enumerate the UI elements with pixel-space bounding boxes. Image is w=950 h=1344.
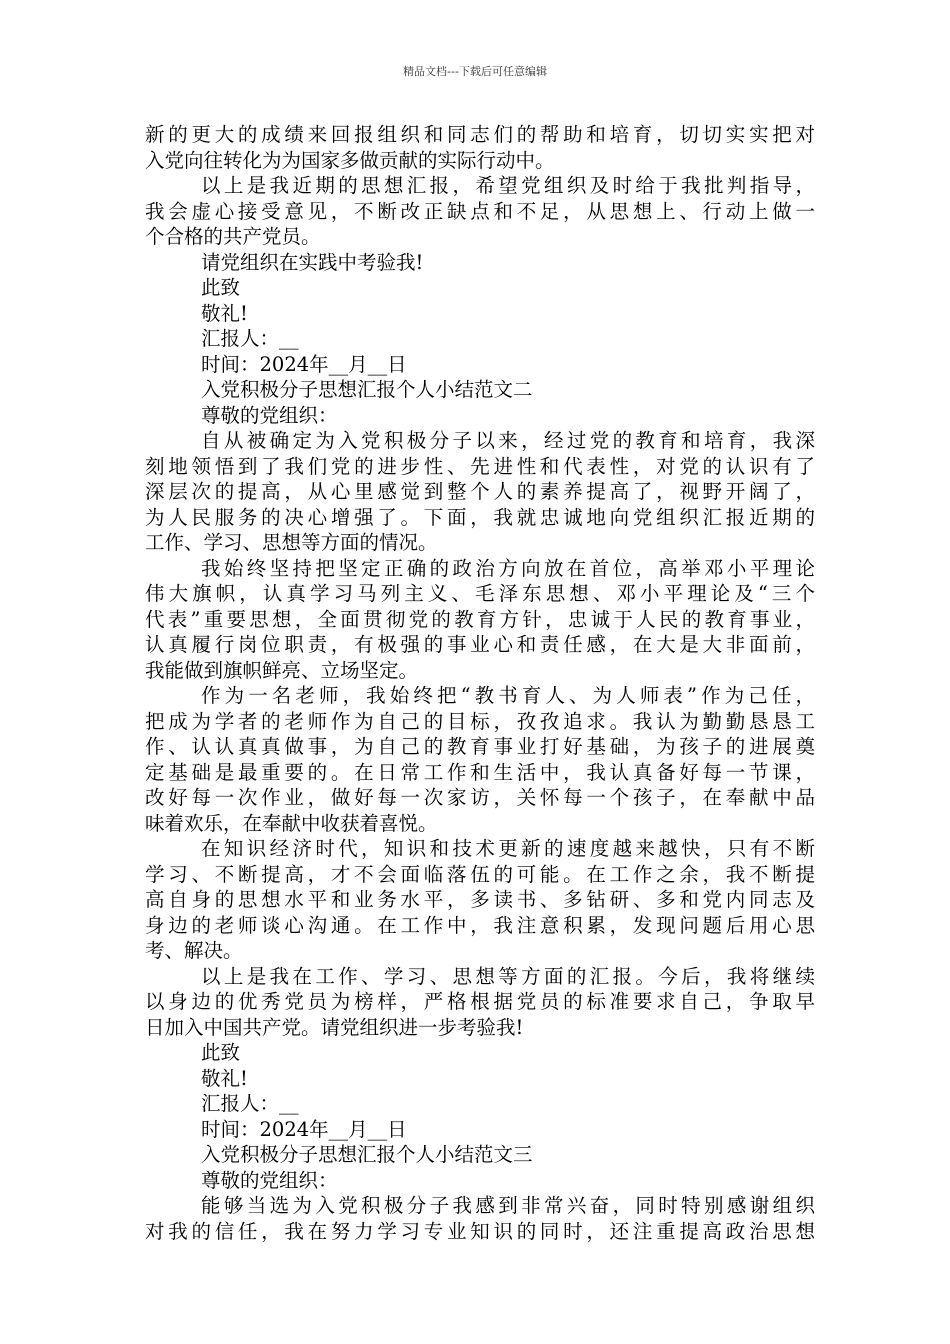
text-line: 把成为学者的老师作为自己的目标，孜孜追求。我认为勤勤恳恳工 [145, 709, 815, 733]
text-line: 尊敬的党组织： [201, 1168, 338, 1192]
document-body [145, 122, 815, 1244]
text-line: 自从被确定为入党积极分子以来，经过党的教育和培育，我深 [201, 429, 815, 452]
text-line: 尊敬的党组织： [201, 403, 338, 427]
text-line: 身边的老师谈心沟通。在工作中，我注意积累，发现问题后用心思 [145, 913, 815, 937]
page-header: 精品文档---下载后可任意编辑 [403, 65, 547, 78]
text-line: 以身边的优秀党员为榜样，严格根据党员的标准要求自己，争取早 [145, 990, 815, 1013]
text-line: 时间：2024年__月__日 [201, 352, 407, 376]
text-line: 改好每一次作业，做好每一次家访，关怀每一个孩子，在奉献中品 [145, 786, 815, 809]
text-line: 在知识经济时代，知识和技术更新的速度越来越快，只有不断 [201, 837, 815, 860]
text-line: 我会虚心接受意见，不断改正缺点和不足，从思想上、行动上做一 [145, 199, 815, 223]
text-line: 作为一名老师，我始终把“教书育人、为人师表”作为己任， [201, 684, 815, 707]
text-line: 个合格的共产党员。 [145, 225, 321, 248]
text-line: 日加入中国共产党。请党组织进一步考验我! [145, 1015, 524, 1039]
text-line: 此致 [201, 1041, 241, 1064]
text-line: 汇报人：__ [201, 1092, 299, 1115]
text-line: 以上是我近期的思想汇报，希望党组织及时给于我批判指导， [201, 174, 815, 197]
text-line: 我始终坚持把坚定正确的政治方向放在首位，高举邓小平理论 [201, 556, 815, 580]
text-line: 考、解决。 [145, 939, 243, 962]
text-line: 作、认认真真做事，为自己的教育事业打好基础，为孩子的进展奠 [145, 735, 815, 758]
text-line: 能够当选为入党积极分子我感到非常兴奋，同时特别感谢组织 [201, 1194, 815, 1217]
text-line: 工作、学习、思想等方面的情况。 [145, 531, 438, 554]
text-line: 伟大旗帜，认真学习马列主义、毛泽东思想、邓小平理论及“三个 [145, 582, 815, 605]
text-line: 对我的信任，我在努力学习专业知识的同时，还注重提高政治思想 [145, 1219, 815, 1243]
text-line: 定基础是最重要的。在日常工作和生活中，我认真备好每一节课， [145, 760, 815, 784]
text-line: 以上是我在工作、学习、思想等方面的汇报。今后，我将继续 [201, 964, 815, 988]
text-line: 为人民服务的决心增强了。下面，我就忠诚地向党组织汇报近期的 [145, 505, 815, 529]
text-line: 味着欢乐，在奉献中收获着喜悦。 [145, 811, 438, 835]
text-line: 深层次的提高，从心里感觉到整个人的素养提高了，视野开阔了， [145, 480, 815, 503]
text-line: 新的更大的成绩来回报组织和同志们的帮助和培育，切切实实把对 [145, 123, 815, 146]
text-line: 入党积极分子思想汇报个人小结范文二 [201, 378, 533, 401]
text-line: 代表”重要思想，全面贯彻党的教育方针，忠诚于人民的教育事业， [145, 607, 815, 631]
text-line: 请党组织在实践中考验我! [201, 250, 424, 274]
text-line: 入党向往转化为为国家多做贡献的实际行动中。 [145, 148, 555, 172]
text-line: 敬礼! [201, 1066, 248, 1090]
text-line: 入党积极分子思想汇报个人小结范文三 [201, 1143, 533, 1166]
text-line: 敬礼! [201, 301, 248, 325]
text-line: 高自身的思想水平和业务水平，多读书、多钻研、多和党内同志及 [145, 888, 815, 911]
text-line: 我能做到旗帜鲜亮、立场坚定。 [145, 658, 419, 682]
text-line: 刻地领悟到了我们党的进步性、先进性和代表性，对党的认识有了 [145, 454, 815, 478]
text-line: 学习、不断提高，才不会面临落伍的可能。在工作之余，我不断提 [145, 862, 815, 886]
text-line: 汇报人：__ [201, 327, 299, 350]
text-line: 时间：2024年__月__日 [201, 1117, 407, 1141]
text-line: 此致 [201, 276, 241, 299]
text-line: 认真履行岗位职责，有极强的事业心和责任感，在大是大非面前， [145, 633, 815, 656]
